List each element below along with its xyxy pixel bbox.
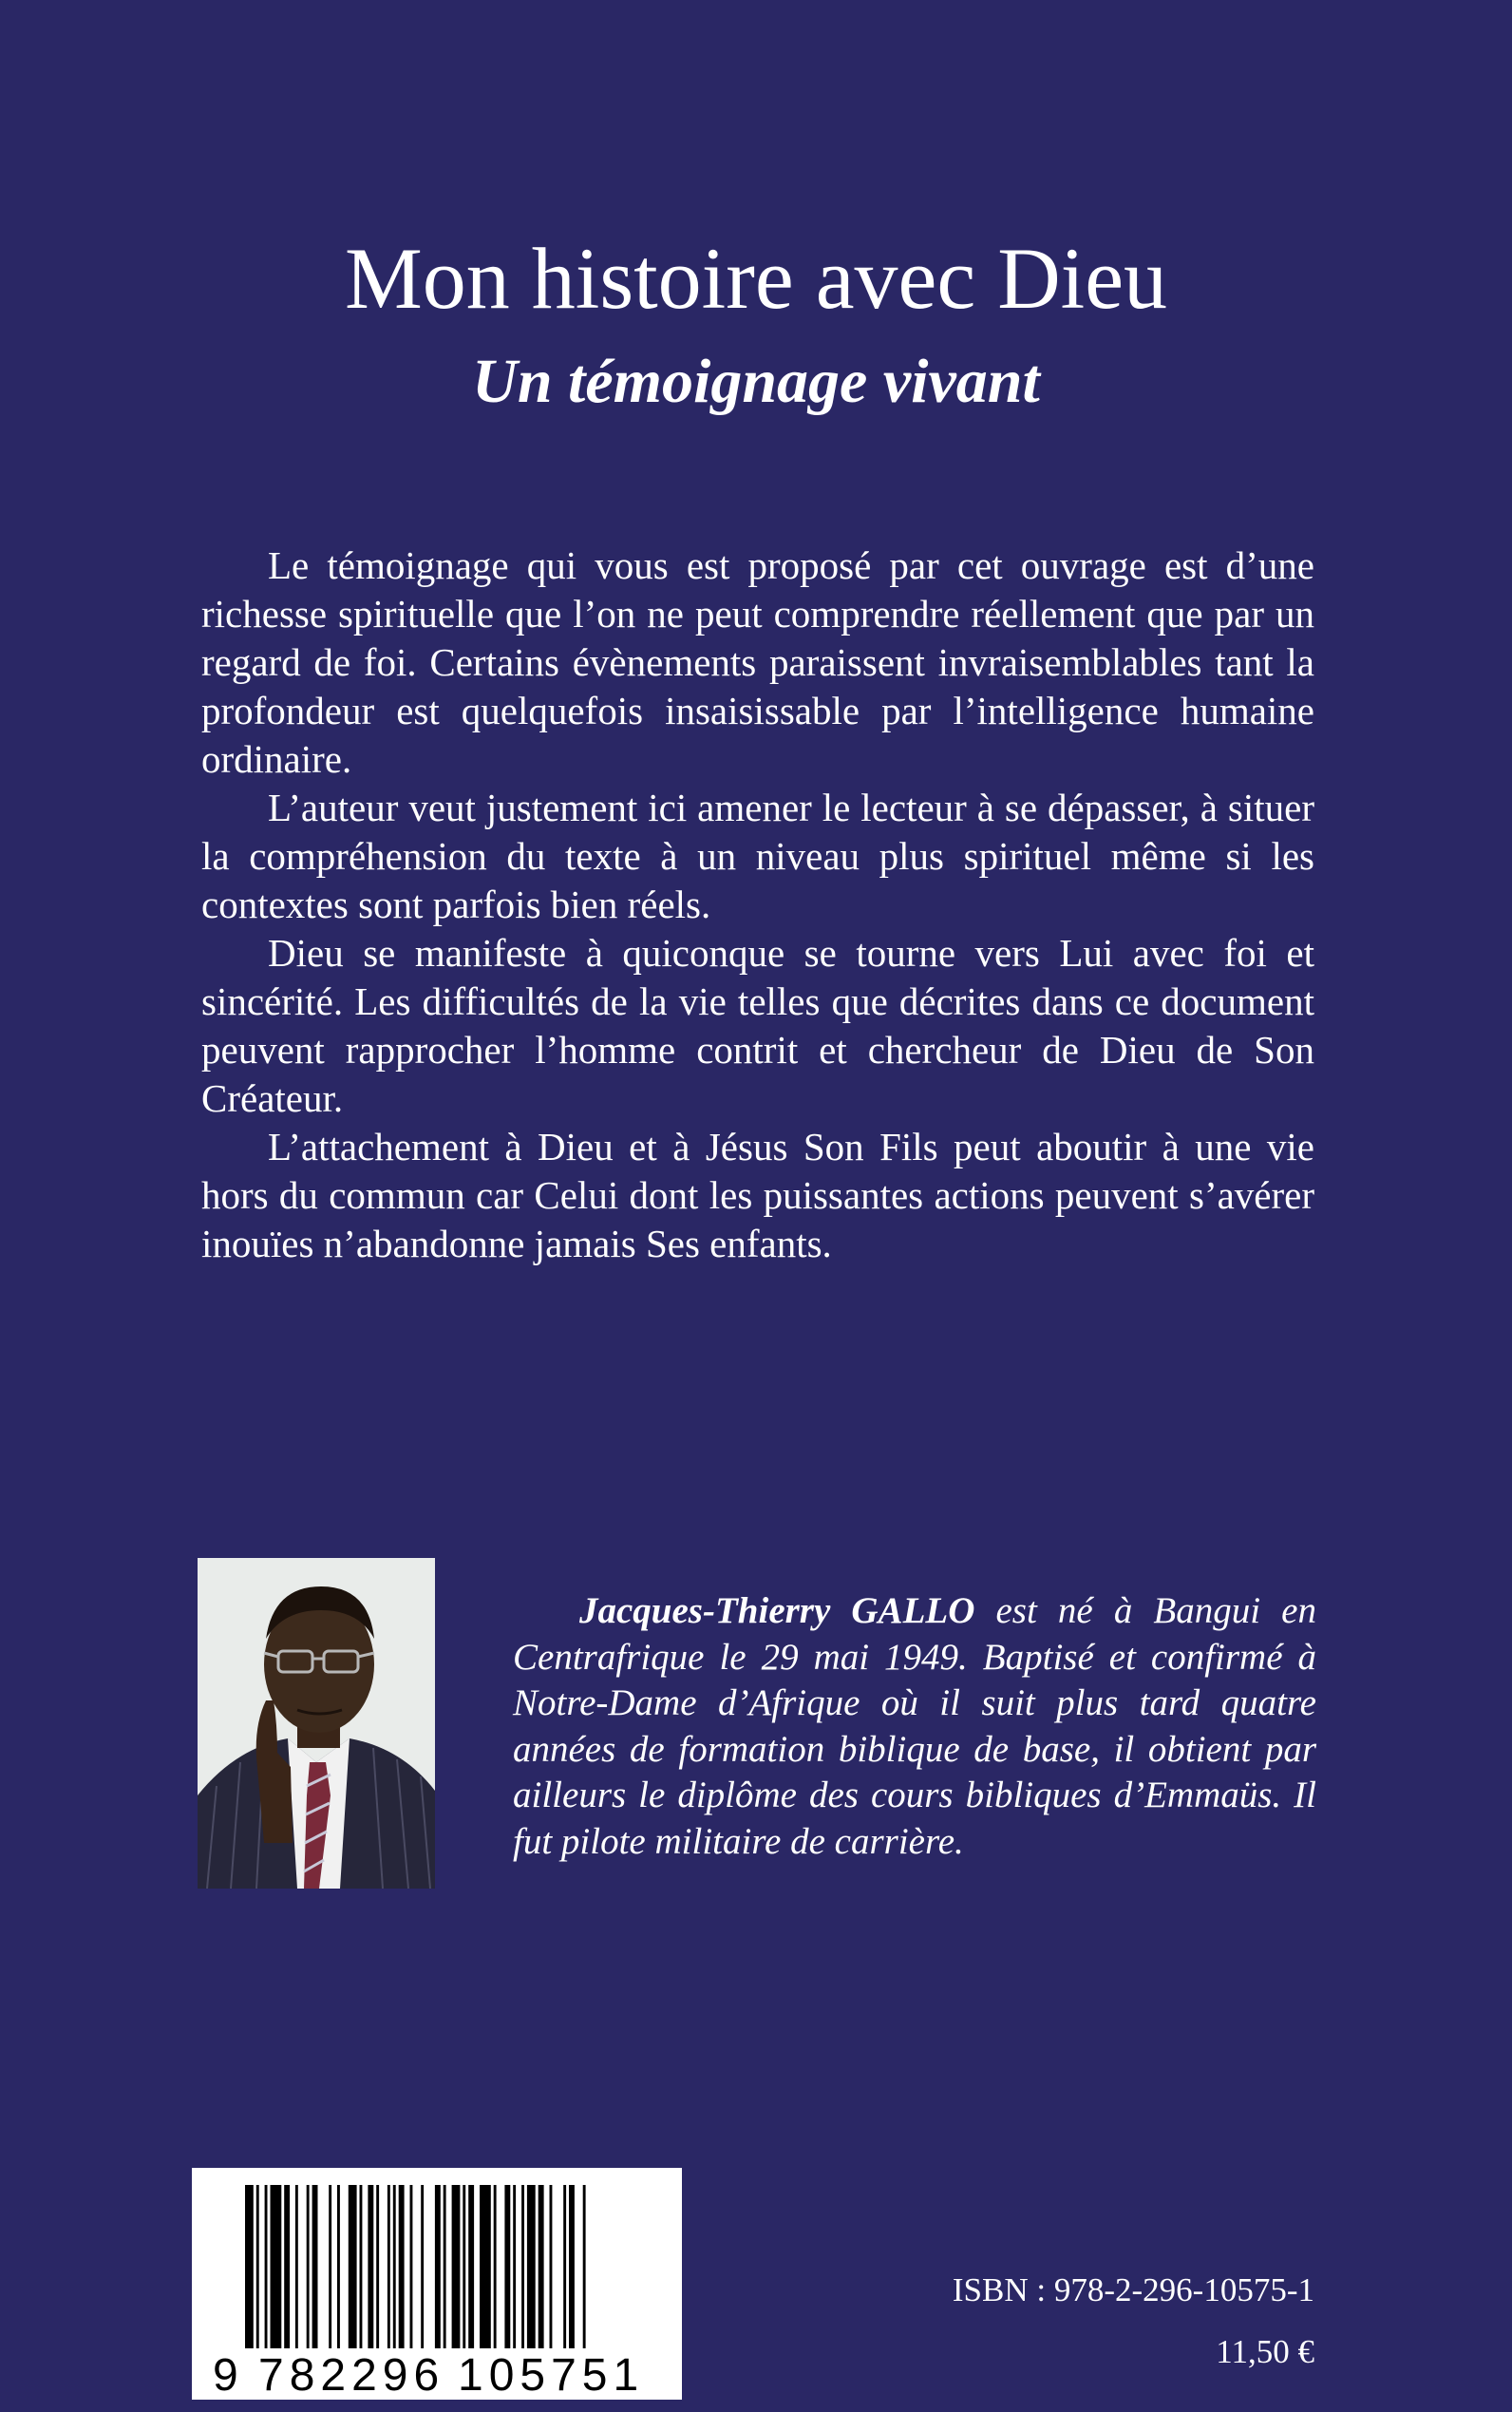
book-subtitle: Un témoignage vivant	[472, 347, 1040, 416]
barcode-bar	[569, 2185, 575, 2348]
blurb-paragraph: L’auteur veut justement ici amener le lecteur à se dépasser, à situer la compréhension du texte à un niveau plus spirituel même si les contextes sont parfois bien réels.	[201, 786, 1314, 926]
author-bio	[513, 1588, 1316, 1865]
blurb-paragraph: Le témoignage qui vous est proposé par cet ouvrage est d’une richesse spirituelle que l’on ne peut comprendre réellement que par un regard de foi. Certains évènements paraissent invraisemblables tant la profondeur est quelquefois insaisissable par l’intelligence humaine ordinaire.	[201, 543, 1314, 781]
author-photo	[198, 1558, 435, 1889]
barcode-bar	[583, 2185, 586, 2348]
barcode-digits	[192, 2350, 682, 2401]
barcode-bar	[360, 2185, 363, 2348]
barcode-bar	[468, 2185, 474, 2348]
barcode-bar	[550, 2185, 553, 2348]
barcode-bar	[513, 2185, 516, 2348]
barcode-bar	[368, 2185, 373, 2348]
blurb-paragraph: Dieu se manifeste à quiconque se tourne vers Lui avec foi et sincérité. Les difficultés de la vie telles que décrites dans ce document peuvent rapprocher l’homme contrit et chercheur de Dieu de Son Créateur.	[201, 931, 1314, 1120]
barcode-bar	[329, 2185, 331, 2348]
author-portrait-illustration	[198, 1558, 435, 1889]
barcode-bar	[463, 2185, 465, 2348]
barcode-bar	[399, 2185, 405, 2348]
barcode-bar	[376, 2185, 379, 2348]
barcode-bar	[494, 2185, 497, 2348]
barcode-bar	[337, 2185, 340, 2348]
barcode-bar	[256, 2185, 259, 2348]
barcode-first-digit: 9	[213, 2350, 238, 2401]
barcode-bar	[265, 2185, 268, 2348]
barcode-group-1: 782296	[258, 2350, 445, 2401]
barcode-bar	[421, 2185, 424, 2348]
barcode-group-2: 105751	[458, 2350, 645, 2401]
barcode-bar	[284, 2185, 290, 2348]
blurb-paragraph: L’attachement à Dieu et à Jésus Son Fils peut aboutir à une vie hors du commun car Celui dont les puissantes actions peuvent s’avérer inouïes n’abandonne jamais Ses enfants.	[201, 1125, 1314, 1265]
barcode-bar	[295, 2185, 298, 2348]
barcode-bar	[504, 2185, 510, 2348]
back-cover-blurb	[201, 541, 1314, 1268]
barcode-bar	[444, 2185, 446, 2348]
barcode-bar	[563, 2185, 566, 2348]
barcode-bar	[387, 2185, 390, 2348]
barcode-bar	[521, 2185, 524, 2348]
isbn: ISBN : 978-2-296-10575-1	[952, 2271, 1314, 2308]
barcode-bar	[245, 2185, 254, 2348]
barcode-bar	[349, 2185, 357, 2348]
barcode-bar	[271, 2185, 282, 2348]
book-title: Mon histoire avec Dieu	[344, 230, 1168, 327]
author-name: Jacques-Thierry GALLO	[579, 1590, 975, 1631]
barcode-bar	[452, 2185, 461, 2348]
barcode-bar	[539, 2185, 544, 2348]
barcode-bar	[480, 2185, 491, 2348]
author-bio-text: est né à Bangui en Centrafrique le 29 mai 1949. Baptisé et confirmé à Notre-Dame d’Afrique où il suit plus tard quatre années de formation biblique de base, il obtient par ailleurs le diplôme des cours bibliques d’Emmaüs. Il fut pilote militaire de carrière.	[513, 1590, 1316, 1862]
barcode-bars	[192, 2168, 682, 2358]
barcode-bar	[307, 2185, 310, 2348]
price: 11,50 €	[1216, 2333, 1314, 2370]
barcode-bar	[435, 2185, 441, 2348]
barcode-bar	[410, 2185, 413, 2348]
barcode-bar	[527, 2185, 536, 2348]
barcode-bar	[393, 2185, 396, 2348]
barcode-bar	[312, 2185, 318, 2348]
barcode	[192, 2168, 682, 2400]
